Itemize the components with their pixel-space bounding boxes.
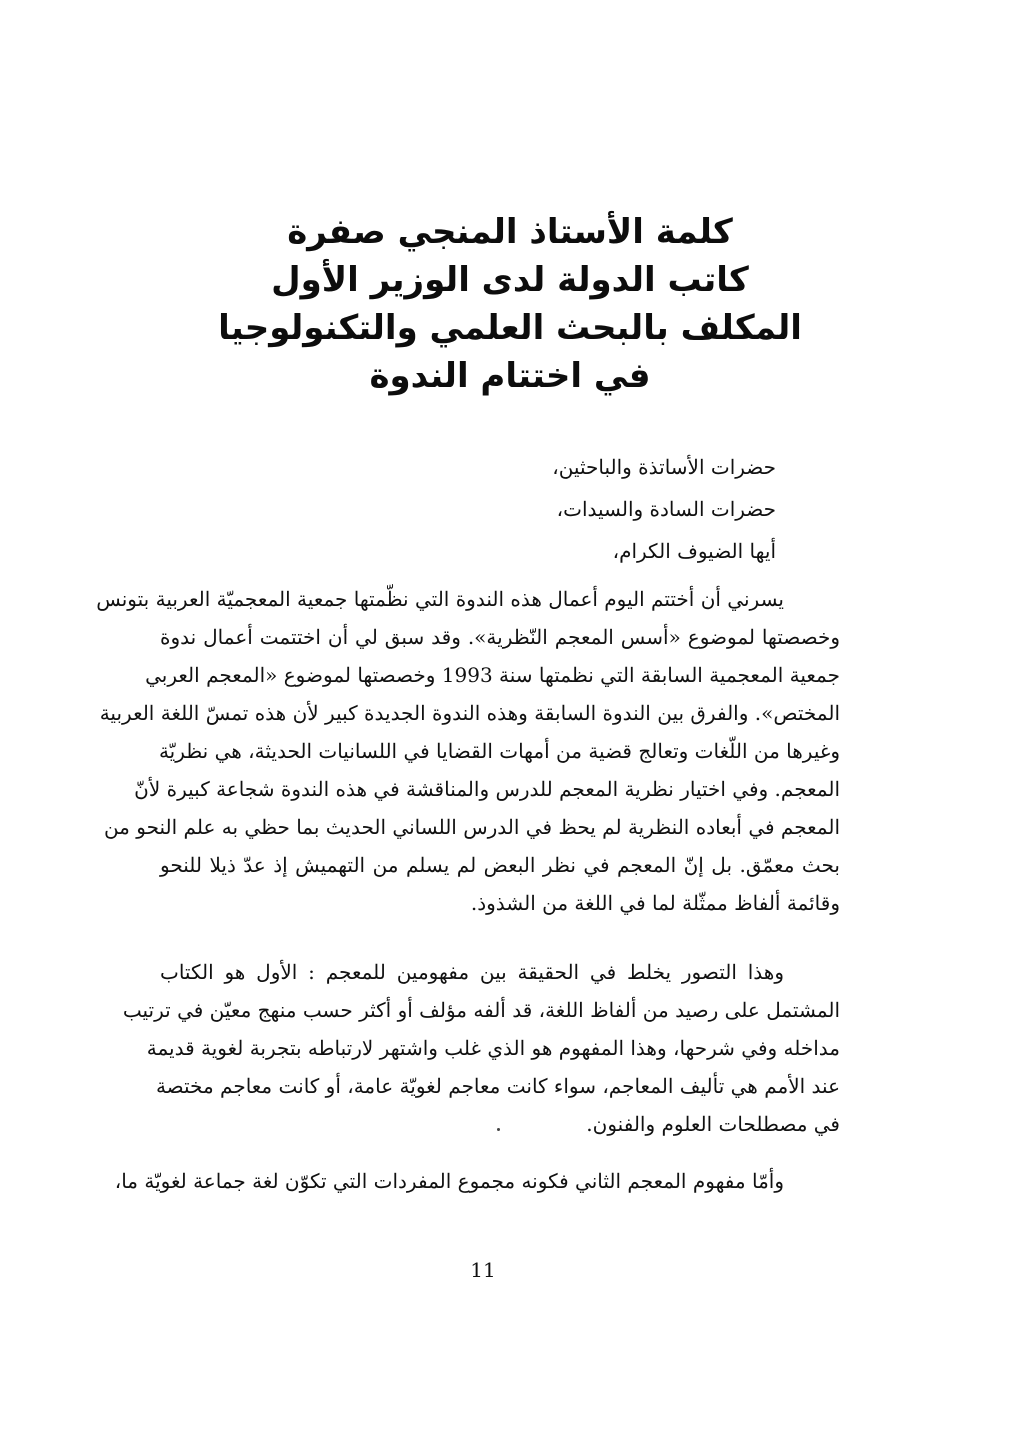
text-line: عند الأمم هي تأليف المعاجم، سواء كانت معاجم لغويّة عامة، أو كانت معاجم مختصة: [155, 1074, 840, 1098]
text-line: المعجم. وفي اختيار نظرية المعجم للدرس والمناقشة في هذه الندوة شجاعة كبيرة لأنّ: [134, 777, 840, 801]
text-line: في مصطلحات العلوم والفنون.: [586, 1112, 840, 1136]
paragraph-3: [114, 1162, 840, 1200]
text-line: وقائمة ألفاظ ممثّلة لما في اللغة من الشذوذ.: [470, 891, 840, 915]
text-line: مداخله وفي شرحها، وهذا المفهوم هو الذي غلب واشتهر لارتباطه بتجربة لغوية قديمة: [146, 1036, 840, 1060]
salutation-line: حضرات السادة والسيدات،: [556, 497, 776, 521]
text-line: وأمّا مفهوم المعجم الثاني فكونه مجموع المفردات التي تكوّن لغة جماعة لغويّة ما،: [114, 1169, 784, 1193]
salutations: [256, 446, 776, 572]
text-line: يسرني أن أختتم اليوم أعمال هذه الندوة التي نظّمتها جمعية المعجميّة العربية بتونس: [96, 587, 784, 611]
title-line-2: كاتب الدولة لدى الوزير الأول: [271, 260, 749, 300]
salutation-line: أيها الضيوف الكرام،: [612, 539, 776, 563]
text-line: المشتمل على رصيد من ألفاظ اللغة، قد ألفه مؤلف أو أكثر حسب منهج معيّن في ترتيب: [122, 998, 840, 1022]
paragraph-2: [122, 953, 840, 1143]
scan-speck: [497, 1128, 500, 1131]
text-line: وغيرها من اللّغات وتعالج قضية من أمهات القضايا في اللسانيات الحديثة، هي نظريّة: [158, 739, 840, 763]
title-line-3: المكلف بالبحث العلمي والتكنولوجيا: [218, 308, 802, 348]
paragraph-1: [96, 580, 840, 922]
text-line: بحث معمّق. بل إنّ المعجم في نظر البعض لم يسلم من التهميش إذ عدّ ذيلا للنحو: [160, 853, 840, 877]
page-number: 11: [470, 1258, 496, 1282]
title-line-4: في اختتام الندوة: [369, 356, 651, 396]
text-line: المعجم في أبعاده النظرية لم يحظ في الدرس اللساني الحديث بما حظي به علم النحو من: [103, 815, 840, 839]
text-line: المختص». والفرق بين الندوة السابقة وهذه الندوة الجديدة كبير لأن هذه تمسّ اللغة العربية: [99, 701, 840, 725]
salutation-line: حضرات الأساتذة والباحثين،: [552, 455, 776, 479]
text-line: وخصصتها لموضوع «أسس المعجم النّظرية». وقد سبق لي أن اختتمت أعمال ندوة: [160, 625, 840, 649]
speech-title: [150, 208, 870, 400]
text-line: جمعية المعجمية السابقة التي نظمتها سنة 1993 وخصصتها لموضوع «المعجم العربي: [145, 663, 840, 687]
text-line: وهذا التصور يخلط في الحقيقة بين مفهومين للمعجم : الأول هو الكتاب: [160, 960, 784, 984]
title-line-1: كلمة الأستاذ المنجي صفرة: [287, 212, 733, 252]
